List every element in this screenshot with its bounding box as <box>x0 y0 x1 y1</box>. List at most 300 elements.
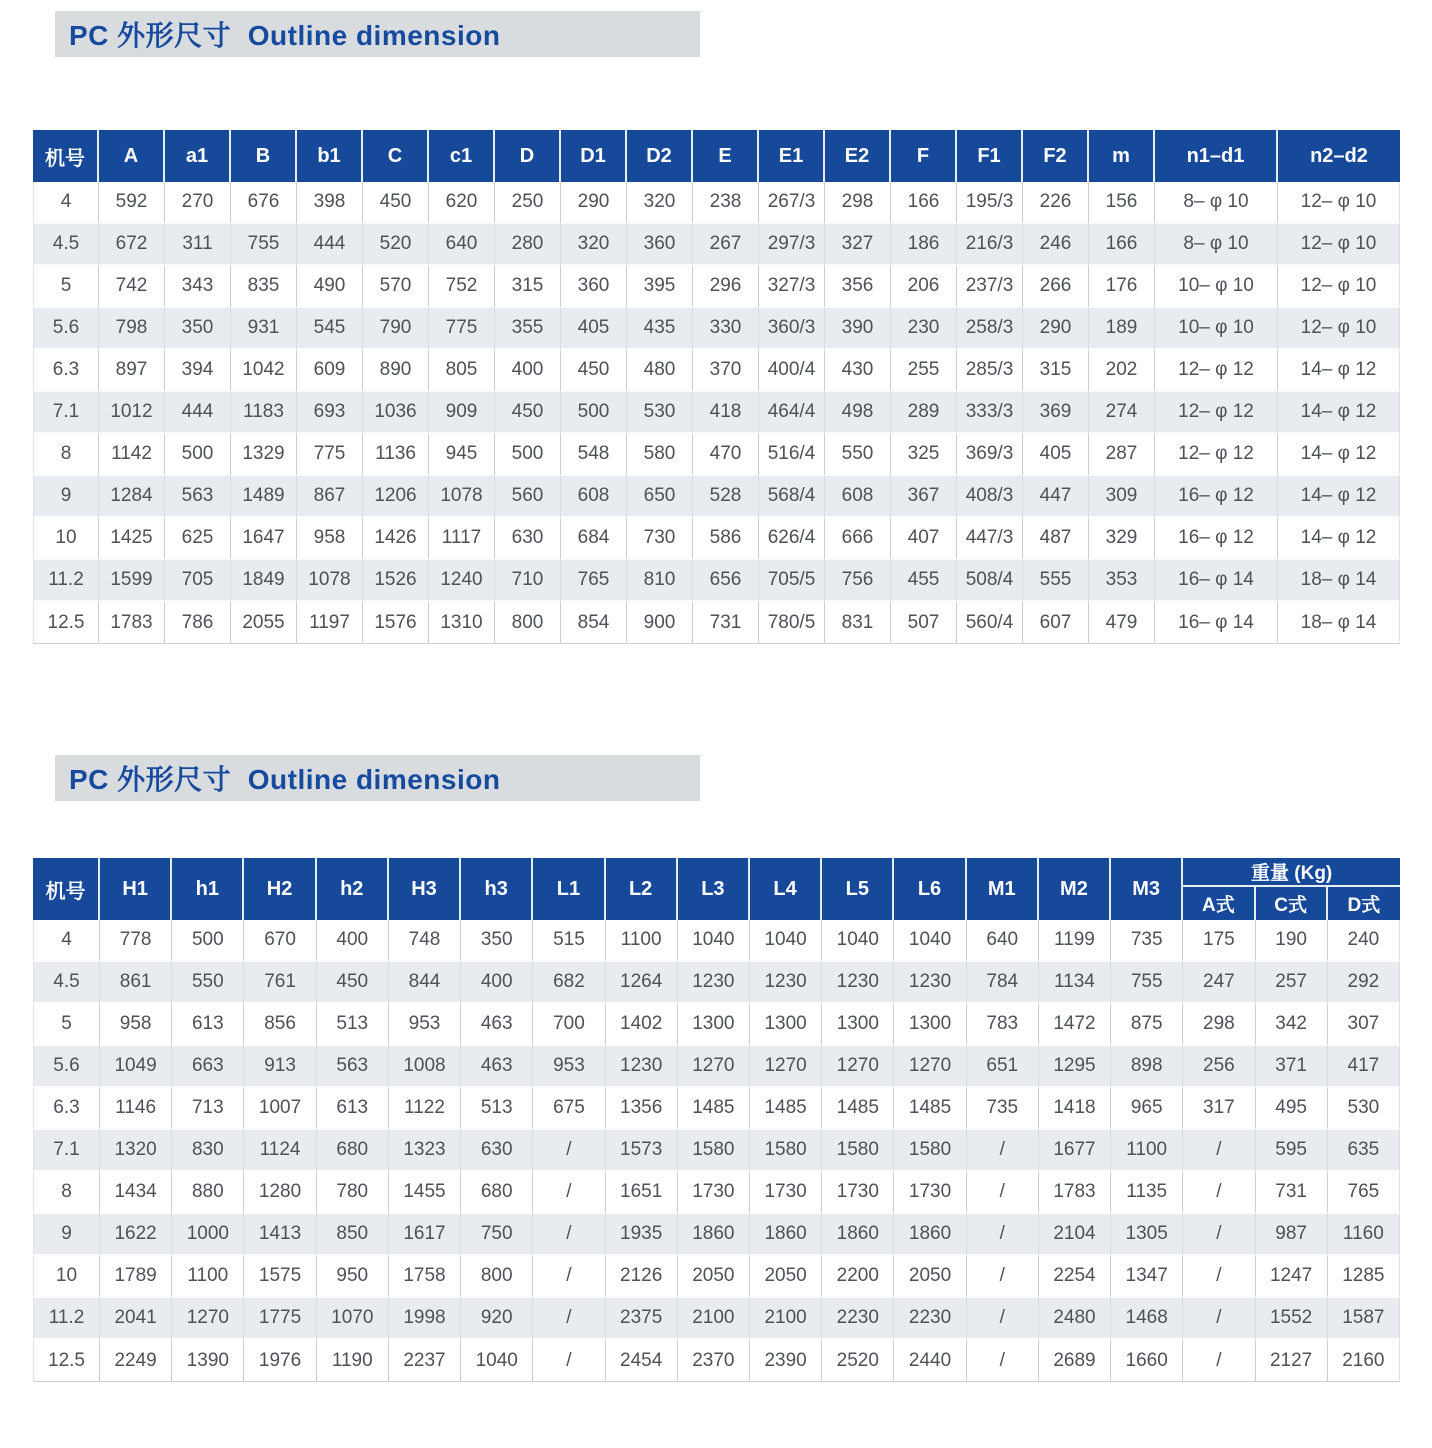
dimension-cell: 765 <box>561 560 627 602</box>
dimension-cell: 2370 <box>678 1340 750 1382</box>
dimension-cell: / <box>533 1130 605 1172</box>
dimension-cell: 1489 <box>231 476 297 518</box>
dimension-cell: 705/5 <box>759 560 825 602</box>
dimension-cell: 1425 <box>99 518 165 560</box>
dimension-cell: 315 <box>495 266 561 308</box>
dimension-cell: 463 <box>461 1046 533 1088</box>
model-no-cell: 7.1 <box>33 1130 100 1172</box>
col-header: F1 <box>957 130 1023 182</box>
model-no-cell: 10 <box>33 518 99 560</box>
dimension-cell: 1413 <box>244 1214 316 1256</box>
dimension-cell: 748 <box>389 920 461 962</box>
dimension-cell: 450 <box>495 392 561 434</box>
table-row <box>33 266 1400 308</box>
dimension-cell: 258/3 <box>957 308 1023 350</box>
dimension-cell: 360 <box>627 224 693 266</box>
col-header: L5 <box>822 858 894 920</box>
dimension-cell: 444 <box>297 224 363 266</box>
dimension-cell: 430 <box>825 350 891 392</box>
dimension-cell: 12– φ 10 <box>1278 308 1400 350</box>
dimension-cell: 1135 <box>1111 1172 1183 1214</box>
dimension-cell: 1036 <box>363 392 429 434</box>
dimension-cell: 742 <box>99 266 165 308</box>
col-header: H2 <box>244 858 316 920</box>
table-row <box>33 1088 1400 1130</box>
dimension-cell: 630 <box>461 1130 533 1172</box>
dimension-cell: / <box>967 1256 1039 1298</box>
dimension-cell: 672 <box>99 224 165 266</box>
dimension-cell: 12– φ 12 <box>1155 434 1278 476</box>
dimension-cell: 909 <box>429 392 495 434</box>
dimension-cell: 500 <box>172 920 244 962</box>
dimension-cell: 156 <box>1089 182 1155 224</box>
dimension-cell: 1270 <box>750 1046 822 1088</box>
dimension-cell: 1160 <box>1328 1214 1400 1256</box>
dimension-cell: 1270 <box>822 1046 894 1088</box>
col-header: m <box>1089 130 1155 182</box>
dimension-cell: 680 <box>317 1130 389 1172</box>
dimension-cell: 1070 <box>317 1298 389 1340</box>
dimension-cell: 800 <box>495 602 561 644</box>
dimension-cell: 290 <box>1023 308 1089 350</box>
col-header: 机号 <box>33 858 100 920</box>
dimension-cell: 16– φ 12 <box>1155 476 1278 518</box>
dimension-cell: 700 <box>533 1004 605 1046</box>
weight-sub-header: D式 <box>1328 887 1400 920</box>
dimension-cell: 1775 <box>244 1298 316 1340</box>
dimension-cell: 513 <box>461 1088 533 1130</box>
dimension-cell: 607 <box>1023 602 1089 644</box>
dimension-cell: 2249 <box>100 1340 172 1382</box>
col-header: F2 <box>1023 130 1089 182</box>
dimension-cell: 2200 <box>822 1256 894 1298</box>
dimension-cell: 369/3 <box>957 434 1023 476</box>
dimension-cell: 897 <box>99 350 165 392</box>
dimension-cell: 1284 <box>99 476 165 518</box>
dimension-cell: 775 <box>429 308 495 350</box>
dimension-cell: 1049 <box>100 1046 172 1088</box>
dimension-cell: 775 <box>297 434 363 476</box>
col-header: 机号 <box>33 130 99 182</box>
model-no-cell: 5 <box>33 266 99 308</box>
dimension-cell: 315 <box>1023 350 1089 392</box>
dimension-cell: 635 <box>1328 1130 1400 1172</box>
col-header: E2 <box>825 130 891 182</box>
dimension-cell: 309 <box>1089 476 1155 518</box>
dimension-cell: 613 <box>317 1088 389 1130</box>
dimension-cell: 931 <box>231 308 297 350</box>
dimension-cell: 1485 <box>822 1088 894 1130</box>
dimension-cell: 342 <box>1256 1004 1328 1046</box>
dimension-cell: 463 <box>461 1004 533 1046</box>
dimension-cell: 731 <box>1256 1172 1328 1214</box>
model-no-cell: 5.6 <box>33 308 99 350</box>
dimension-cell: 14– φ 12 <box>1278 350 1400 392</box>
dimension-cell: / <box>533 1172 605 1214</box>
col-header: h3 <box>461 858 533 920</box>
dimension-cell: / <box>967 1130 1039 1172</box>
dimension-cell: / <box>533 1298 605 1340</box>
weight-sub-header: A式 <box>1183 887 1255 920</box>
dimension-cell: 1100 <box>1111 1130 1183 1172</box>
dimension-cell: 2100 <box>750 1298 822 1340</box>
dimension-cell: 186 <box>891 224 957 266</box>
dimension-cell: 1008 <box>389 1046 461 1088</box>
dimension-cell: 1142 <box>99 434 165 476</box>
dimension-cell: 371 <box>1256 1046 1328 1088</box>
dimension-cell: 713 <box>172 1088 244 1130</box>
dimension-cell: 1783 <box>99 602 165 644</box>
dimension-cell: 778 <box>100 920 172 962</box>
dimension-cell: 856 <box>244 1004 316 1046</box>
dimension-cell: 1007 <box>244 1088 316 1130</box>
dimension-cell: 844 <box>389 962 461 1004</box>
table-row <box>33 182 1400 224</box>
dimension-cell: 490 <box>297 266 363 308</box>
dimension-cell: 1042 <box>231 350 297 392</box>
dimension-cell: 479 <box>1089 602 1155 644</box>
dimension-cell: 237/3 <box>957 266 1023 308</box>
dimension-cell: 287 <box>1089 434 1155 476</box>
dimension-cell: 274 <box>1089 392 1155 434</box>
dimension-cell: 2041 <box>100 1298 172 1340</box>
dimension-cell: 528 <box>693 476 759 518</box>
dimension-cell: 240 <box>1328 920 1400 962</box>
dimension-cell: 676 <box>231 182 297 224</box>
dimension-cell: 1264 <box>606 962 678 1004</box>
dimension-cell: 12– φ 10 <box>1278 266 1400 308</box>
dimension-cell: 765 <box>1328 1172 1400 1214</box>
dimension-cell: 513 <box>317 1004 389 1046</box>
dimension-cell: 1300 <box>894 1004 966 1046</box>
dimension-cell: 1206 <box>363 476 429 518</box>
dimension-cell: 1124 <box>244 1130 316 1172</box>
dimension-cell: 296 <box>693 266 759 308</box>
dimension-cell: 257 <box>1256 962 1328 1004</box>
dimension-cell: 1230 <box>750 962 822 1004</box>
dimension-cell: 1078 <box>297 560 363 602</box>
section2-title: PC 外形尺寸 Outline dimension <box>69 764 501 795</box>
dimension-cell: 14– φ 12 <box>1278 434 1400 476</box>
dimension-cell: 608 <box>561 476 627 518</box>
dimension-cell: 1426 <box>363 518 429 560</box>
dimension-cell: / <box>1183 1298 1255 1340</box>
dimension-cell: 563 <box>317 1046 389 1088</box>
dimension-cell: 395 <box>627 266 693 308</box>
dimension-cell: 216/3 <box>957 224 1023 266</box>
dimension-cell: 1418 <box>1039 1088 1111 1130</box>
dimension-cell: 790 <box>363 308 429 350</box>
dimension-cell: 1730 <box>822 1172 894 1214</box>
dimension-cell: 958 <box>297 518 363 560</box>
dimension-cell: 1783 <box>1039 1172 1111 1214</box>
model-no-cell: 12.5 <box>33 602 99 644</box>
dimension-cell: 1390 <box>172 1340 244 1382</box>
col-header: D <box>495 130 561 182</box>
dimension-cell: 400 <box>495 350 561 392</box>
dimension-cell: 898 <box>1111 1046 1183 1088</box>
dimension-cell: 835 <box>231 266 297 308</box>
dimension-cell: 1434 <box>100 1172 172 1214</box>
dimension-cell: 752 <box>429 266 495 308</box>
dimension-cell: 266 <box>1023 266 1089 308</box>
dimension-cell: 1320 <box>100 1130 172 1172</box>
table-row <box>33 1214 1400 1256</box>
dimension-cell: 400/4 <box>759 350 825 392</box>
table-row <box>33 560 1400 602</box>
dimension-cell: 568/4 <box>759 476 825 518</box>
dimension-cell: 418 <box>693 392 759 434</box>
dimension-cell: 298 <box>1183 1004 1255 1046</box>
weight-group-header: 重量 (Kg) <box>1183 858 1400 887</box>
dimension-cell: 1183 <box>231 392 297 434</box>
dimension-cell: 2689 <box>1039 1340 1111 1382</box>
model-no-cell: 4 <box>33 182 99 224</box>
dimension-cell: 330 <box>693 308 759 350</box>
dimension-cell: 176 <box>1089 266 1155 308</box>
table-row <box>33 392 1400 434</box>
dimension-cell: 830 <box>172 1130 244 1172</box>
dimension-cell: 595 <box>1256 1130 1328 1172</box>
dimension-cell: 735 <box>967 1088 1039 1130</box>
table-row <box>33 1172 1400 1214</box>
col-header: B <box>231 130 297 182</box>
dimension-cell: 1730 <box>894 1172 966 1214</box>
col-header: E1 <box>759 130 825 182</box>
dimension-cell: 1230 <box>894 962 966 1004</box>
table-row <box>33 350 1400 392</box>
dimension-cell: 520 <box>363 224 429 266</box>
model-no-cell: 11.2 <box>33 1298 100 1340</box>
dimension-cell: 780/5 <box>759 602 825 644</box>
dimension-cell: 805 <box>429 350 495 392</box>
dimension-cell: 1247 <box>1256 1256 1328 1298</box>
dimension-cell: 498 <box>825 392 891 434</box>
dimension-cell: / <box>967 1298 1039 1340</box>
dimension-cell: 417 <box>1328 1046 1400 1088</box>
dimension-cell: 2440 <box>894 1340 966 1382</box>
dimension-cell: 1575 <box>244 1256 316 1298</box>
dimension-cell: 953 <box>389 1004 461 1046</box>
dimension-cell: 297/3 <box>759 224 825 266</box>
dimension-cell: 2520 <box>822 1340 894 1382</box>
dimension-cell: 367 <box>891 476 957 518</box>
dimension-cell: 1100 <box>172 1256 244 1298</box>
dimension-cell: 329 <box>1089 518 1155 560</box>
dimension-cell: 226 <box>1023 182 1089 224</box>
dimension-cell: 500 <box>165 434 231 476</box>
dimension-cell: 450 <box>561 350 627 392</box>
model-no-cell: 4.5 <box>33 962 100 1004</box>
dimension-cell: 880 <box>172 1172 244 1214</box>
dimension-cell: 2237 <box>389 1340 461 1382</box>
dimension-cell: 1190 <box>317 1340 389 1382</box>
dimension-cell: 663 <box>172 1046 244 1088</box>
dimension-cell: 1860 <box>678 1214 750 1256</box>
dimension-cell: 1230 <box>678 962 750 1004</box>
dimension-cell: 630 <box>495 518 561 560</box>
dimension-cell: 280 <box>495 224 561 266</box>
dimension-cell: 14– φ 12 <box>1278 518 1400 560</box>
dimension-cell: 398 <box>297 182 363 224</box>
col-header: C <box>363 130 429 182</box>
dimension-cell: 2050 <box>678 1256 750 1298</box>
dimension-cell: 1305 <box>1111 1214 1183 1256</box>
dimension-cell: 1300 <box>750 1004 822 1046</box>
dimension-cell: 730 <box>627 518 693 560</box>
col-header: M1 <box>967 858 1039 920</box>
dimension-cell: 166 <box>1089 224 1155 266</box>
dimension-cell: 875 <box>1111 1004 1183 1046</box>
col-header: H1 <box>100 858 172 920</box>
dimension-cell: 780 <box>317 1172 389 1214</box>
col-header: L4 <box>750 858 822 920</box>
col-header: a1 <box>165 130 231 182</box>
dimension-cell: 640 <box>967 920 1039 962</box>
dimension-cell: 1849 <box>231 560 297 602</box>
dimension-cell: 1310 <box>429 602 495 644</box>
dimension-cell: 333/3 <box>957 392 1023 434</box>
dimension-cell: 1587 <box>1328 1298 1400 1340</box>
dimension-cell: 1599 <box>99 560 165 602</box>
dimension-cell: 1552 <box>1256 1298 1328 1340</box>
dimension-cell: 238 <box>693 182 759 224</box>
dimension-cell: 270 <box>165 182 231 224</box>
header-row <box>33 858 1400 887</box>
dimension-cell: 14– φ 12 <box>1278 392 1400 434</box>
dimension-cell: 394 <box>165 350 231 392</box>
col-header: D2 <box>627 130 693 182</box>
dimension-cell: 2254 <box>1039 1256 1111 1298</box>
dimension-cell: 18– φ 14 <box>1278 560 1400 602</box>
dimension-cell: 1660 <box>1111 1340 1183 1382</box>
dimension-cell: 360 <box>561 266 627 308</box>
dimension-cell: 705 <box>165 560 231 602</box>
outline-dimension-table-2-wrap <box>33 858 1400 1382</box>
dimension-cell: 755 <box>1111 962 1183 1004</box>
dimension-cell: 2160 <box>1328 1340 1400 1382</box>
dimension-cell: 195/3 <box>957 182 1023 224</box>
dimension-cell: 1040 <box>894 920 966 962</box>
dimension-cell: 1136 <box>363 434 429 476</box>
dimension-cell: 756 <box>825 560 891 602</box>
dimension-cell: 350 <box>165 308 231 350</box>
dimension-cell: 353 <box>1089 560 1155 602</box>
table-row <box>33 962 1400 1004</box>
dimension-cell: 500 <box>495 434 561 476</box>
dimension-cell: 1647 <box>231 518 297 560</box>
dimension-cell: / <box>533 1214 605 1256</box>
dimension-cell: 1040 <box>678 920 750 962</box>
dimension-cell: 831 <box>825 602 891 644</box>
dimension-cell: 311 <box>165 224 231 266</box>
dimension-cell: 516/4 <box>759 434 825 476</box>
dimension-cell: 2126 <box>606 1256 678 1298</box>
dimension-cell: 900 <box>627 602 693 644</box>
dimension-cell: 1998 <box>389 1298 461 1340</box>
dimension-cell: 405 <box>1023 434 1089 476</box>
dimension-cell: 1040 <box>750 920 822 962</box>
dimension-cell: 12– φ 10 <box>1278 224 1400 266</box>
dimension-cell: 16– φ 14 <box>1155 602 1278 644</box>
dimension-cell: 407 <box>891 518 957 560</box>
dimension-cell: 250 <box>495 182 561 224</box>
dimension-cell: 1485 <box>678 1088 750 1130</box>
dimension-cell: 444 <box>165 392 231 434</box>
dimension-cell: 327/3 <box>759 266 825 308</box>
dimension-cell: 320 <box>627 182 693 224</box>
dimension-cell: 850 <box>317 1214 389 1256</box>
dimension-cell: 343 <box>165 266 231 308</box>
dimension-cell: 2390 <box>750 1340 822 1382</box>
dimension-cell: 1580 <box>678 1130 750 1172</box>
dimension-cell: 786 <box>165 602 231 644</box>
dimension-cell: 508/4 <box>957 560 1023 602</box>
col-header: b1 <box>297 130 363 182</box>
dimension-cell: 1078 <box>429 476 495 518</box>
dimension-cell: / <box>1183 1340 1255 1382</box>
table-row <box>33 1256 1400 1298</box>
col-header: D1 <box>561 130 627 182</box>
dimension-cell: 2127 <box>1256 1340 1328 1382</box>
dimension-cell: 2375 <box>606 1298 678 1340</box>
dimension-cell: 2055 <box>231 602 297 644</box>
model-no-cell: 5.6 <box>33 1046 100 1088</box>
dimension-cell: / <box>1183 1130 1255 1172</box>
dimension-cell: 1651 <box>606 1172 678 1214</box>
dimension-cell: 592 <box>99 182 165 224</box>
dimension-cell: 487 <box>1023 518 1089 560</box>
dimension-cell: 1197 <box>297 602 363 644</box>
dimension-cell: 608 <box>825 476 891 518</box>
dimension-cell: 710 <box>495 560 561 602</box>
dimension-cell: 1402 <box>606 1004 678 1046</box>
dimension-cell: 166 <box>891 182 957 224</box>
dimension-cell: 370 <box>693 350 759 392</box>
col-header: L1 <box>533 858 605 920</box>
dimension-cell: / <box>967 1214 1039 1256</box>
dimension-cell: 1580 <box>894 1130 966 1172</box>
table-row <box>33 1004 1400 1046</box>
model-no-cell: 10 <box>33 1256 100 1298</box>
dimension-cell: 626/4 <box>759 518 825 560</box>
table-row <box>33 434 1400 476</box>
dimension-cell: 1455 <box>389 1172 461 1214</box>
dimension-cell: 750 <box>461 1214 533 1256</box>
dimension-cell: 1617 <box>389 1214 461 1256</box>
model-no-cell: 8 <box>33 434 99 476</box>
dimension-cell: 327 <box>825 224 891 266</box>
dimension-cell: 189 <box>1089 308 1155 350</box>
weight-sub-header: C式 <box>1256 887 1328 920</box>
dimension-cell: 580 <box>627 434 693 476</box>
dimension-cell: 292 <box>1328 962 1400 1004</box>
dimension-cell: 1230 <box>606 1046 678 1088</box>
dimension-cell: 1300 <box>822 1004 894 1046</box>
model-no-cell: 4.5 <box>33 224 99 266</box>
dimension-cell: 447/3 <box>957 518 1023 560</box>
dimension-cell: 464/4 <box>759 392 825 434</box>
model-no-cell: 11.2 <box>33 560 99 602</box>
dimension-cell: 1012 <box>99 392 165 434</box>
dimension-cell: 470 <box>693 434 759 476</box>
dimension-cell: 1134 <box>1039 962 1111 1004</box>
dimension-cell: 289 <box>891 392 957 434</box>
dimension-cell: 400 <box>461 962 533 1004</box>
dimension-cell: 735 <box>1111 920 1183 962</box>
dimension-cell: 586 <box>693 518 759 560</box>
dimension-cell: 1472 <box>1039 1004 1111 1046</box>
